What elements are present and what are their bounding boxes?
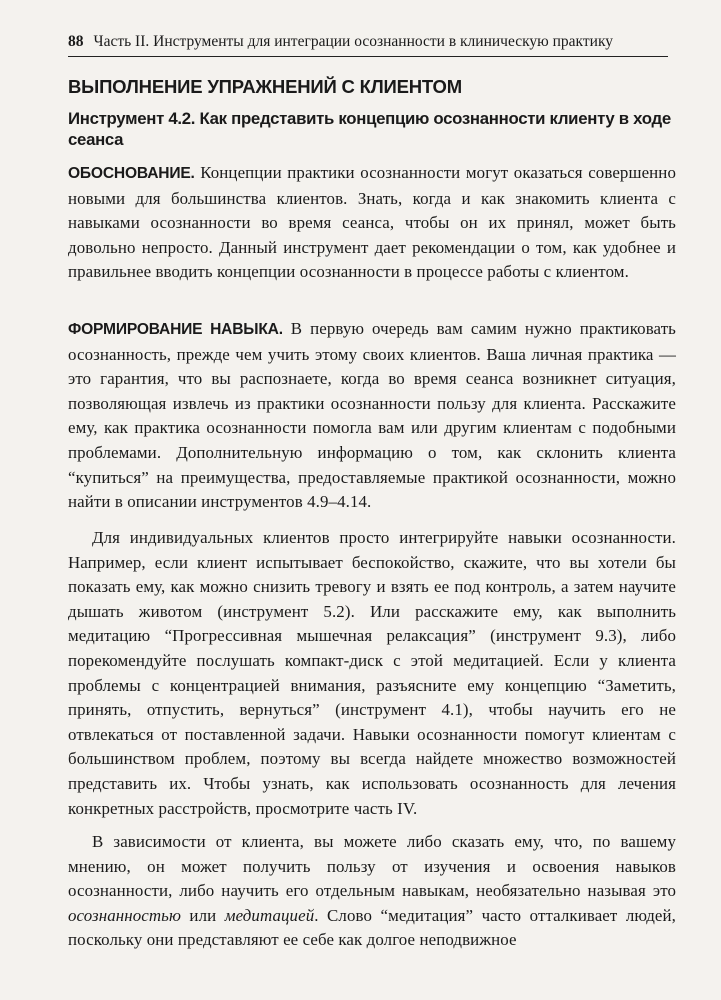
header-rule [68, 56, 668, 57]
paragraph-text: В первую очередь вам самим нужно практиковать осознанность, прежде чем учить этому своих клиентов. Ваша личная практика — это гарантия, что вы распознаете, когда во время сеанса возникнет ситуация, позволяющая извлечь из практики осознанности пользу для клиента. Расскажите ему, как практика осознанности помогла вам или другим клиентам с подобными проблемами. Дополнительную информацию о том, как склонить клиента “купиться” на преимущества, предоставляемые практикой осознанности, можно найти в описании инструментов 4.9–4.14. [68, 319, 676, 512]
paragraph-text: Для индивидуальных клиентов просто интегрируйте навыки осознанности. Например, если клиент испытывает беспокойство, скажите, что вы хотели бы показать ему, как можно снизить тревогу и взять ее под контроль, а затем научите дышать животом (инструмент 5.2). Или расскажите ему, как выполнить медитацию “Прогрессивная мышечная релаксация” (инструмент 9.3), либо порекомендуйте послушать компакт-диск с этой медитацией. Если у клиента проблемы с концентрацией внимания, разъясните ему концепцию “Заметить, принять, отпустить, вернуться” (инструмент 4.1), чтобы научить его не отвлекаться от поставленной задачи. Навыки осознанности помогут клиентам с большинством проблем, поэтому вы всегда найдете множество возможностей представить их. Чтобы узнать, как использовать осознанность для лечения конкретных расстройств, просмотрите часть IV. [68, 528, 676, 818]
paragraph-text: Концепции практики осознанности могут оказаться совершенно новыми для большинства клиентов. Знать, когда и как знакомить клиента с навыками осознанности во время сеанса, чтобы он их принял, может быть довольно непросто. Данный инструмент дает рекомендации о том, как удобнее и правильнее вводить концепции осознанности в процессе работы с клиентом. [68, 163, 676, 282]
paragraph-text: В зависимости от клиента, вы можете либо сказать ему, что, по вашему мнению, он может получить пользу от изучения и освоения навыков осознанности, либо научить его отдельным навыкам, необязательно называя это [68, 832, 676, 901]
running-header [68, 32, 668, 52]
emphasis-mindfulness: осознанностью [68, 905, 181, 925]
emphasis-meditation: медитацией [224, 905, 315, 925]
running-title: Часть II. Инструменты для интеграции осознанности в клиническую практику [93, 33, 613, 50]
paragraph-lead: ФОРМИРОВАНИЕ НАВЫКА. [68, 321, 283, 338]
paragraph-lead: ОБОСНОВАНИЕ. [68, 165, 195, 182]
paragraph-depending-on-client [68, 830, 676, 953]
paragraph-text: или [180, 905, 225, 925]
page-number: 88 [68, 33, 84, 50]
paragraph-rationale [68, 161, 676, 285]
paragraph-individual-clients [68, 526, 676, 821]
paragraph-text: . Слово “медитация” часто отталкивает людей, поскольку они представляют ее себе как долгое неподвижное [68, 905, 676, 950]
section-heading: ВЫПОЛНЕНИЕ УПРАЖНЕНИЙ С КЛИЕНТОМ [68, 76, 462, 97]
tool-heading: Инструмент 4.2. Как представить концепцию осознанности клиенту в ходе сеанса [68, 109, 671, 149]
paragraph-skill-building [68, 317, 676, 515]
